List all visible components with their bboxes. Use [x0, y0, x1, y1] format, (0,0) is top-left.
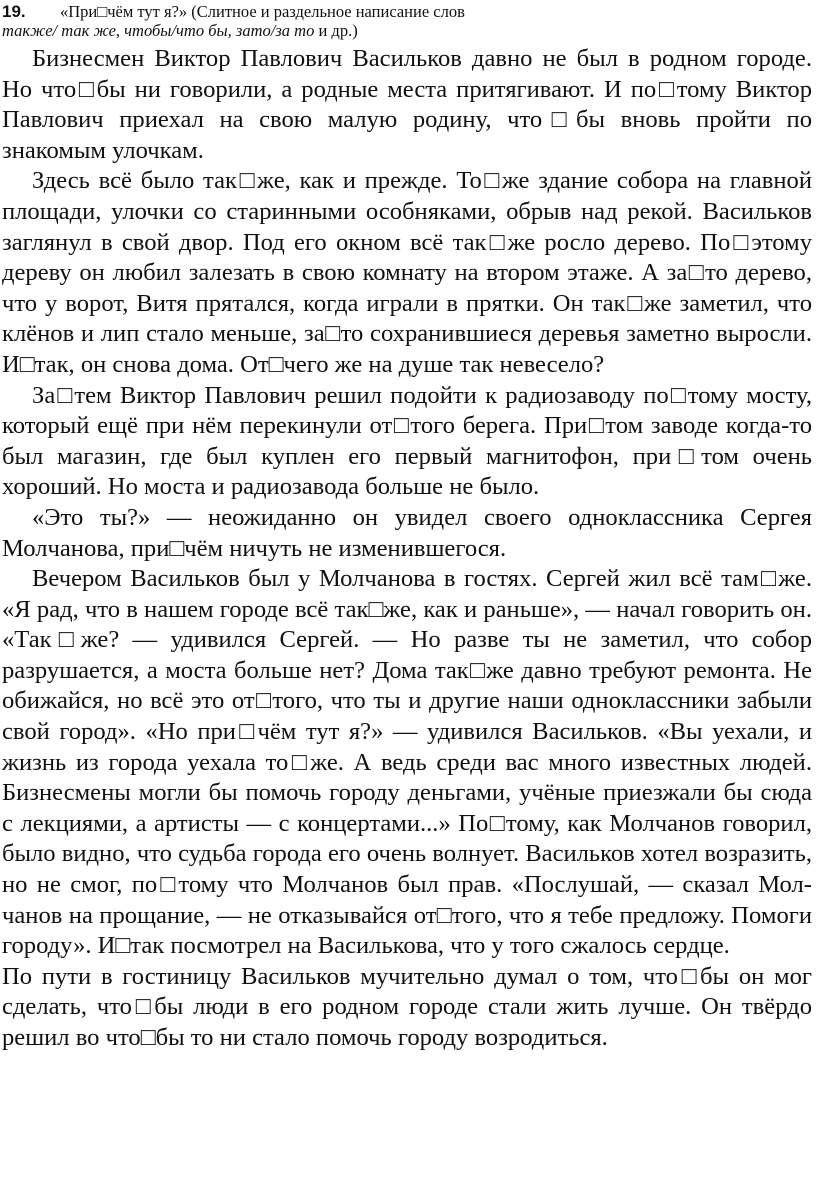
exercise-text	[2, 44, 812, 1054]
exercise-header	[2, 2, 812, 21]
paragraph-2: Здесь всё было так□же, как и прежде. То□же здание собора на главной площади, улочки со старинными особняками, обрыв над рекой. Васильков заглянул в свой двор. Под его окном всё так□же росло дерево. По□этому дереву он любил залезать в свою комнату на втором этаже. А за□то дерево, что у ворот, Витя прятался, когда играли в прятки. Он так□же заметил, что клёнов и лип стало меньше, за□то сохранившиеся деревья заметно выросли. И□так, он снова дома. От□чего же на душе так невесело?	[2, 167, 812, 378]
paragraph-1: Бизнесмен Виктор Павлович Васильков давно не был в родном городе. Но что□бы ни говорили, а родные места притягивают. И по□тому Виктор Павлович приехал на свою малую родину, что□бы вновь пройти по знакомым улочкам.	[2, 45, 812, 164]
paragraph-3: За□тем Виктор Павлович решил подойти к радиозаводу по□тому мосту, который ещё при нём перекинули от□того берега. При□том заводе когда-то был магазин, где был куплен его первый магнитофон, при□том очень хороший. Но моста и радиозавода больше не было.	[2, 381, 812, 501]
exercise-subtitle	[2, 21, 812, 40]
paragraph-4: «Это ты?» — неожиданно он увидел своего одноклассника Сергея Молчанова, при□чём ничуть не изменившегося.	[2, 503, 812, 562]
paragraph-5: Вечером Васильков был у Молчанова в гостях. Сергей жил всё там□же. «Я рад, что в нашем городе всё так□же, как и раньше», — начал говорить он. «Так□же? — удивился Сергей. — Но разве ты не заметил, что собор разрушается, а моста больше нет? Дома так□же давно требуют ремонта. Не обижайся, но всё это от□того, что ты и другие наши одноклассники забыли свой город». «Но при□чём тут я?» — удивился Васильков. «Вы уехали, и жизнь из города уехала то□же. А ведь среди вас много известных людей. Бизнесмены могли бы помочь городу деньгами, учёные приезжали бы сюда с лекциями, а артисты — с концертами...» По□тому, как Молчанов говорил, было видно, что судьба города его очень волнует. Васильков хотел возразить, но не смог, по□тому что Молчанов был прав. «Послушай, — сказал Молчанов на прощание, — не отказывайся от□того, что я тебе предложу. Помоги городу». И□так посмотрел на Василькова, что у того сжалось сердце.	[2, 565, 812, 960]
exercise-number: 19.	[2, 2, 26, 21]
paragraph-6: По пути в гостиницу Васильков мучительно думал о том, что□бы он мог сделать, что□бы люди в его родном городе стали жить лучше. Он твёрдо решил во что□бы то ни стало помочь городу возродиться.	[2, 962, 812, 1051]
exercise-title: «При□чём тут я?» (Слитное и раздельное написание слов	[60, 2, 465, 21]
exercise-subtitle-italic: также/ так же, чтобы/что бы, зато/за то	[2, 21, 315, 40]
exercise-subtitle-tail: и др.)	[314, 21, 358, 40]
